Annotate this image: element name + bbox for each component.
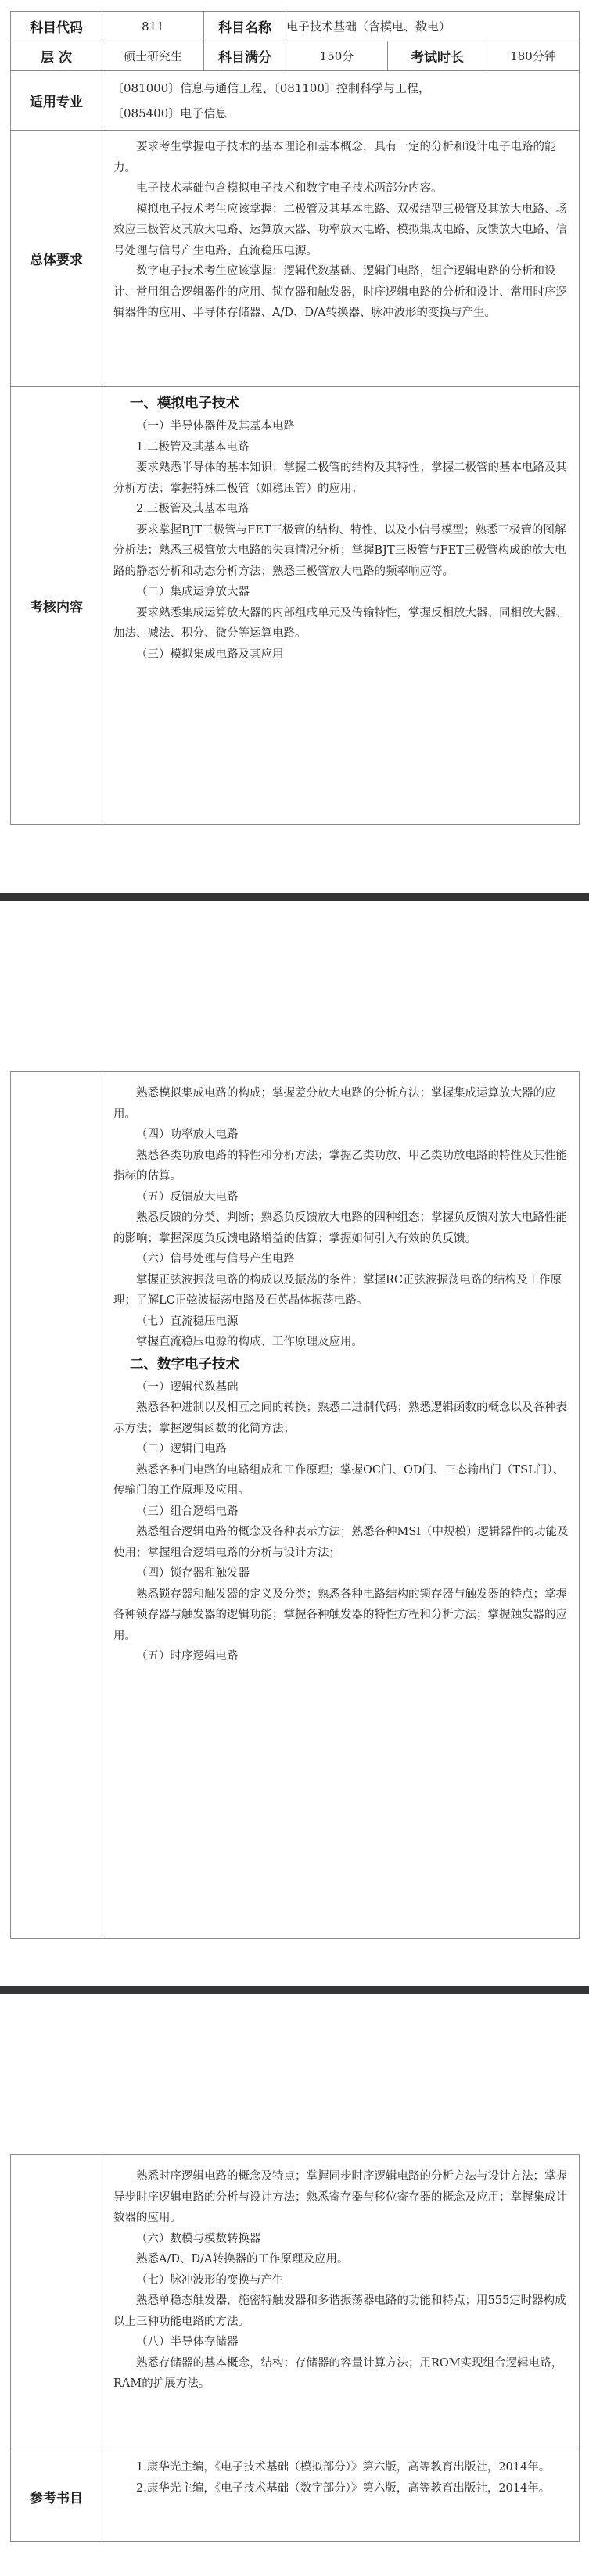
content-paragraph: （六）信号处理与信号产生电路 xyxy=(136,1253,295,1265)
major-line-1: 〔081000〕信息与通信工程、〔081100〕控制科学与工程， xyxy=(112,81,431,95)
full-score-label: 科目满分 xyxy=(204,41,286,71)
content-paragraph: 要求熟悉集成运算放大器的内部组成单元及传输特性，掌握反相放大器、同相放大器、加法、减法、积分、微分等运算电路。 xyxy=(113,606,567,640)
subject-code-value: 811 xyxy=(102,12,204,41)
exam-duration-label: 考试时长 xyxy=(388,41,487,71)
exam-content-part-2 xyxy=(102,1072,579,1674)
content-paragraph: （七）直流稳压电源 xyxy=(136,1315,239,1328)
full-score-value: 150分 xyxy=(286,41,388,71)
references-cell xyxy=(102,2452,580,2542)
page-1 xyxy=(0,0,589,893)
overall-requirements-cell xyxy=(102,131,580,387)
page-2 xyxy=(0,901,589,1986)
section-heading: 二、数字电子技术 xyxy=(130,1356,239,1372)
section-heading: 一、模拟电子技术 xyxy=(130,396,239,411)
page-separator xyxy=(0,893,589,901)
content-paragraph: 熟悉反馈的分类、判断；熟悉负反馈放大电路的四种组态；掌握负反馈对放大电路性能的影响；掌握深度负反馈电路增益的估算；掌握如何引入有效的负反馈。 xyxy=(113,1211,567,1245)
content-paragraph: （八）半导体存储器 xyxy=(136,2336,239,2348)
exam-duration-value: 180分钟 xyxy=(487,41,580,71)
content-paragraph: （六）数模与模数转换器 xyxy=(136,2232,261,2245)
content-paragraph: 熟悉锁存器和触发器的定义及分类；熟悉各种电路结构的锁存器与触发器的特点；掌握各种锁存器与触发器的逻辑功能；掌握各种触发器的特性方程和分析方法；掌握触发器的应用。 xyxy=(113,1588,567,1642)
content-paragraph: 熟悉A/D、D/A转换器的工作原理及应用。 xyxy=(136,2253,349,2266)
subject-code-label: 科目代码 xyxy=(11,12,102,41)
content-paragraph: 掌握正弦波振荡电路的构成以及振荡的条件；掌握RC正弦波振荡电路的结构及工作原理；了解LC正弦波振荡电路及石英晶体振荡电路。 xyxy=(113,1273,562,1307)
content-paragraph: （一）逻辑代数基础 xyxy=(136,1380,239,1394)
overall-requirements-label: 总体要求 xyxy=(11,131,102,387)
content-paragraph: （五）反馈放大电路 xyxy=(136,1190,239,1204)
overall-paragraph: 电子技术基础包含模拟电子技术和数字电子技术两部分内容。 xyxy=(136,182,443,195)
content-paragraph: 熟悉存储器的基本概念，结构；存储器的容量计算方法；用ROM实现组合逻辑电路，RAM的扩展方法。 xyxy=(113,2356,563,2390)
content-paragraph: （四）功率放大电路 xyxy=(136,1128,239,1141)
overall-paragraph: 数字电子技术考生应该掌握：逻辑代数基础、逻辑门电路，组合逻辑电路的分析和设计、常用组合逻辑器件的应用、锁存器和触发器，时序逻辑电路的分析和设计、常用时序逻辑器件的应用、半导体存储器、A/D、D/A转换器、脉冲波形的变换与产生。 xyxy=(113,265,567,319)
empty-label-cell xyxy=(11,2155,102,2452)
content-paragraph: 熟悉组合逻辑电路的概念及各种表示方法；熟悉各种MSI（中规模）逻辑器件的功能及使用；掌握组合逻辑电路的分析与设计方法； xyxy=(113,1526,569,1559)
content-paragraph: 2.三极管及其基本电路 xyxy=(136,503,250,515)
content-paragraph: 掌握直流稳压电源的构成、工作原理及应用。 xyxy=(136,1336,363,1348)
content-paragraph: 熟悉各类功放电路的特性和分析方法；掌握乙类功放、甲乙类功放电路的特性及其性能指标的估算。 xyxy=(113,1149,567,1182)
content-paragraph: 熟悉时序逻辑电路的概念及特点；掌握同步时序逻辑电路的分析方法与设计方法；掌握异步时序逻辑电路的分析与设计方法；熟悉寄存器与移位寄存器的概念及应用；掌握集成计数器的应用。 xyxy=(113,2170,567,2224)
content-paragraph: （四）锁存器和触发器 xyxy=(136,1567,250,1580)
overall-paragraph: 模拟电子技术考生应该掌握：二极管及其基本电路、双极结型三极管及其放大电路、场效应三极管及其放大电路、运算放大器、功率放大电路、模拟集成电路、反馈放大电路、信号处理与信号产生电路、直流稳压电源。 xyxy=(113,203,567,257)
content-paragraph: 熟悉各种进制以及相互之间的转换；熟悉二进制代码；熟悉逻辑函数的概念以及各种表示方法；掌握逻辑函数的化简方法； xyxy=(113,1401,567,1435)
page-3 xyxy=(0,1994,589,2576)
header-table xyxy=(10,11,580,825)
empty-label-cell xyxy=(11,1072,102,1939)
content-paragraph: 要求熟悉半导体的基本知识；掌握二极管的结构及其特性；掌握二极管的基本电路及其分析方法；掌握特殊二极管（如稳压管）的应用； xyxy=(113,461,567,495)
content-table-final xyxy=(10,2154,580,2542)
content-paragraph: （七）脉冲波形的变换与产生 xyxy=(136,2273,284,2287)
content-paragraph: （五）时序逻辑电路 xyxy=(136,1650,239,1663)
exam-content-cell-continued xyxy=(102,1072,580,1939)
content-paragraph: （二）集成运算放大器 xyxy=(136,586,250,598)
level-label: 层 次 xyxy=(11,41,102,71)
overall-paragraph: 要求考生掌握电子技术的基本理论和基本概念，具有一定的分析和设计电子电路的能力。 xyxy=(113,141,556,174)
page-separator xyxy=(0,1986,589,1994)
subject-name-value: 电子技术基础（含模电、数电） xyxy=(286,12,580,41)
reference-item: 1.康华光主编，《电子技术基础（模拟部分）》第六版，高等教育出版社，2014年。 xyxy=(136,2461,551,2474)
exam-content-label: 考核内容 xyxy=(11,387,102,825)
content-paragraph: 1.二极管及其基本电路 xyxy=(136,440,250,454)
exam-content-cell-final xyxy=(102,2155,580,2452)
references-label: 参考书目 xyxy=(11,2452,102,2542)
major-cell xyxy=(102,71,580,131)
level-value: 硕士研究生 xyxy=(102,41,204,71)
exam-content-part-3 xyxy=(102,2155,579,2401)
exam-content-cell xyxy=(102,387,580,825)
content-table-continued xyxy=(10,1071,580,1939)
content-paragraph: 熟悉模拟集成电路的构成；掌握差分放大电路的分析方法；掌握集成运算放大器的应用。 xyxy=(113,1087,556,1121)
subject-name-label: 科目名称 xyxy=(204,12,286,41)
exam-content-part-1 xyxy=(102,387,579,671)
content-paragraph: （二）逻辑门电路 xyxy=(136,1443,227,1455)
content-paragraph: （三）组合逻辑电路 xyxy=(136,1505,239,1518)
content-paragraph: 熟悉单稳态触发器，施密特触发器和多谐振荡器电路的功能和特点；用555定时器构成以上三种功能电路的方法。 xyxy=(113,2294,566,2328)
reference-item: 2.康华光主编，《电子技术基础（数字部分）》第六版，高等教育出版社，2014年。 xyxy=(136,2481,551,2495)
content-paragraph: 熟悉各种门电路的电路组成和工作原理；掌握OC门、OD门、三态输出门（TSL门）、传输门的工作原理及应用。 xyxy=(113,1463,564,1497)
major-label: 适用专业 xyxy=(11,71,102,131)
content-paragraph: 要求掌握BJT三极管与FET三极管的结构、特性、以及小信号模型；熟悉三极管的图解分析法；熟悉三极管放大电路的失真情况分析；掌握BJT三极管与FET三极管构成的放大电路的静态分析和动态分析方法；熟悉三极管放大电路的频率响应等。 xyxy=(113,523,566,578)
content-paragraph: （一）半导体器件及其基本电路 xyxy=(136,420,295,432)
content-paragraph: （三）模拟集成电路及其应用 xyxy=(136,648,284,661)
major-line-2: 〔085400〕电子信息 xyxy=(112,106,228,120)
